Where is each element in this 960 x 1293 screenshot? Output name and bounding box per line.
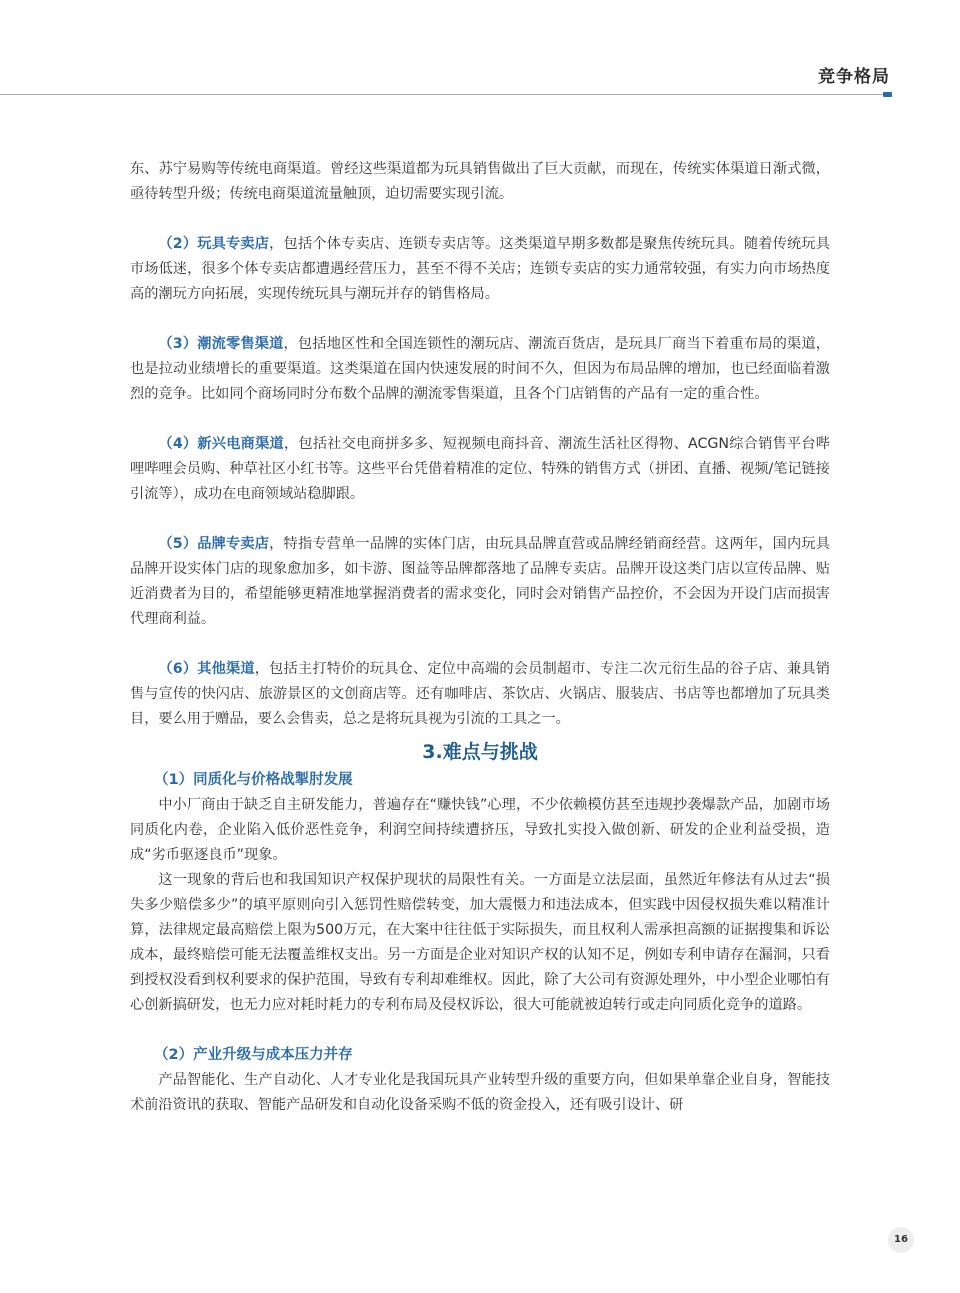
channel-paragraph-trend-retail [130,332,830,407]
channel-label: （2）玩具专卖店 [158,236,270,252]
body-paragraph: 产品智能化、生产自动化、人才专业化是我国玩具产业转型升级的重要方向，但如果单靠企业自身，智能技术前沿资讯的获取、智能产品研发和自动化设备采购不低的资金投入，还有吸引设计、研 [130,1072,830,1113]
intro-paragraph: 东、苏宁易购等传统电商渠道。曾经这些渠道都为玩具销售做出了巨大贡献，而现在，传统实体渠道日渐式微，亟待转型升级；传统电商渠道流量触顶，迫切需要实现引流。 [130,161,830,202]
chapter-title: 竞争格局 [818,67,890,87]
sub-heading-industry-upgrade: （2）产业升级与成本压力并存 [154,1047,353,1063]
channel-label: （6）其他渠道 [158,661,255,677]
body-paragraph: 中小厂商由于缺乏自主研发能力，普遍存在“赚快钱”心理，不少依赖模仿甚至违规抄袭爆款产品，加剧市场同质化内卷，企业陷入低价恶性竞争，利润空间持续遭挤压，导致扎实投入做创新、研发的企业利益受损，造成“劣币驱逐良币”现象。 [130,797,830,863]
channel-paragraph-toy-store [130,232,830,307]
channel-text: ，包括地区性和全国连锁性的潮玩店、潮流百货店，是玩具厂商当下着重布局的渠道，也是拉动业绩增长的重要渠道。这类渠道在国内快速发展的时间不久，但因为布局品牌的增加，也已经面临着激烈的竞争。比如同个商场同时分布数个品牌的潮流零售渠道，且各个门店销售的产品有一定的重合性。 [130,336,830,402]
channel-label: （4）新兴电商渠道 [158,436,284,452]
channel-paragraph-brand-store [130,532,830,632]
header-accent-mark [883,92,892,97]
channel-paragraph-other [130,657,830,732]
channel-text: ，特指专营单一品牌的实体门店，由玩具品牌直营或品牌经销商经营。这两年，国内玩具品牌开设实体门店的现象愈加多，如卡游、图益等品牌都落地了品牌专卖店。品牌开设这类门店以宣传品牌、贴近消费者为目的，希望能够更精准地掌握消费者的需求变化，同时会对销售产品控价，不会因为开设门店而损害代理商利益。 [130,536,830,627]
body-paragraph: 这一现象的背后也和我国知识产权保护现状的局限性有关。一方面是立法层面，虽然近年修法有从过去“损失多少赔偿多少”的填平原则向引入惩罚性赔偿转变，加大震慑力和违法成本，但实践中因侵权损失难以精准计算，法律规定最高赔偿上限为500万元，在大案中往往低于实际损失，而且权利人需承担高额的证据搜集和诉讼成本，最终赔偿可能无法覆盖维权支出。另一方面是企业对知识产权的认知不足，例如专利申请存在漏洞，只看到授权没看到权利要求的保护范围，导致有专利却难维权。因此，除了大公司有资源处理外，中小型企业哪怕有心创新搞研发，也无力应对耗时耗力的专利布局及侵权诉讼，很大可能就被迫转行或走向同质化竞争的道路。 [130,872,830,1013]
sub-heading-homogenization: （1）同质化与价格战掣肘发展 [154,772,353,788]
page-number-badge: 16 [888,1227,914,1253]
header-divider [0,94,892,95]
channel-text: ，包括主打特价的玩具仓、定位中高端的会员制超市、专注二次元衍生品的谷子店、兼具销售与宣传的快闪店、旅游景区的文创商店等。还有咖啡店、茶饮店、火锅店、服装店、书店等也都增加了玩具类目，要么用于赠品，要么会售卖，总之是将玩具视为引流的工具之一。 [130,661,830,727]
channel-paragraph-new-ecommerce [130,432,830,507]
channel-text: ，包括社交电商拼多多、短视频电商抖音、潮流生活社区得物、ACGN综合销售平台哔哩哔哩会员购、种草社区小红书等。这些平台凭借着精准的定位、特殊的销售方式（拼团、直播、视频/笔记链接引流等），成功在电商领域站稳脚跟。 [130,436,830,502]
channel-text: ，包括个体专卖店、连锁专卖店等。这类渠道早期多数都是聚焦传统玩具。随着传统玩具市场低迷，很多个体专卖店都遭遇经营压力，甚至不得不关店；连锁专卖店的实力通常较强，有实力向市场热度高的潮玩方向拓展，实现传统玩具与潮玩并存的销售格局。 [130,236,830,302]
section-title: 3.难点与挑战 [422,741,538,763]
channel-label: （3）潮流零售渠道 [158,336,284,352]
channel-label: （5）品牌专卖店 [158,536,270,552]
page-body [130,157,830,1118]
